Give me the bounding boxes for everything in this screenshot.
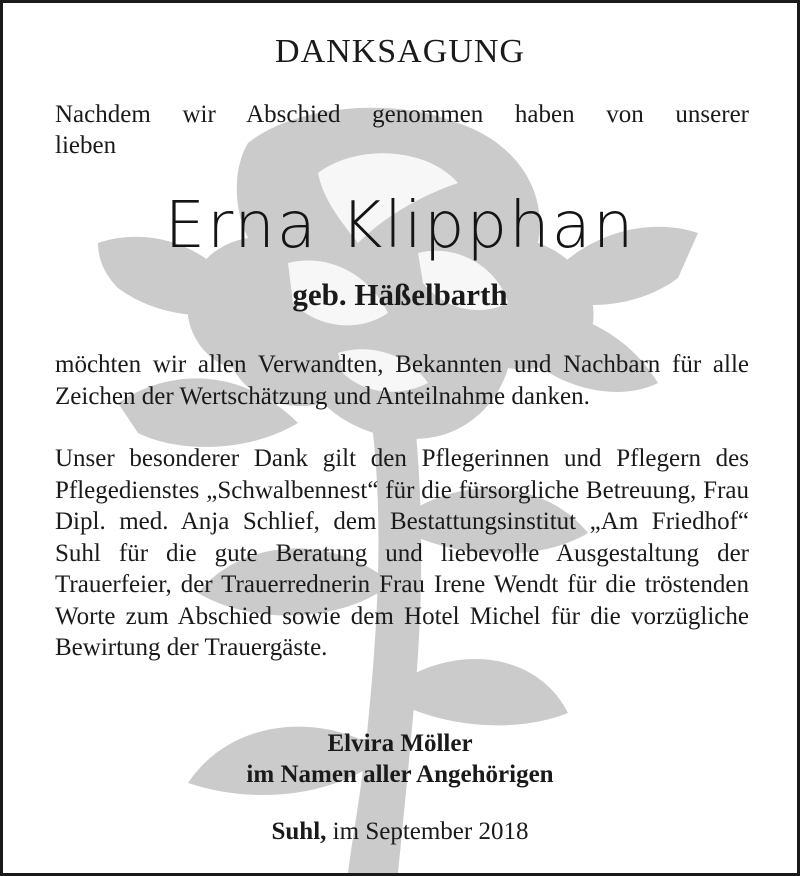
notice-date: im September 2018 — [332, 818, 529, 845]
place-name: Suhl, — [271, 818, 327, 845]
signature-block — [3, 728, 797, 790]
deceased-name: Erna Klipphan — [164, 189, 636, 263]
birth-name: geb. Häßelbarth — [292, 277, 508, 312]
special-thanks-paragraph: Unser besonderer Dank gilt den Pflegerinnen und Pflegern des Pflegedienstes „Schwalbennest“ für die fürsorgliche Betreuung, Frau Dipl. med. Anja Schlief, dem Bestattungsinstitut „Am Friedhof“ Suhl für die gute Beratung und liebevolle Ausgestaltung der Trauerfeier, der Trauerrednerin Frau Irene Wendt für die tröstenden Worte zum Abschied sowie dem Hotel Michel für die vorzügliche Bewirtung der Trauergäste. — [55, 445, 749, 661]
notice-title: DANKSAGUNG — [275, 33, 525, 70]
signer-name: Elvira Möller — [327, 730, 473, 757]
thanks-paragraph: möchten wir allen Verwandten, Bekannten und Nachbarn für alle Zeichen der Wertschätzung und Anteilnahme danken. — [55, 351, 749, 410]
intro-line-1: Nachdem wir Abschied genommen haben von unserer — [55, 101, 749, 128]
intro-text — [55, 99, 749, 161]
signer-role: im Namen aller Angehörigen — [246, 761, 554, 788]
intro-line-2: lieben — [55, 132, 117, 159]
place-date — [3, 818, 797, 846]
